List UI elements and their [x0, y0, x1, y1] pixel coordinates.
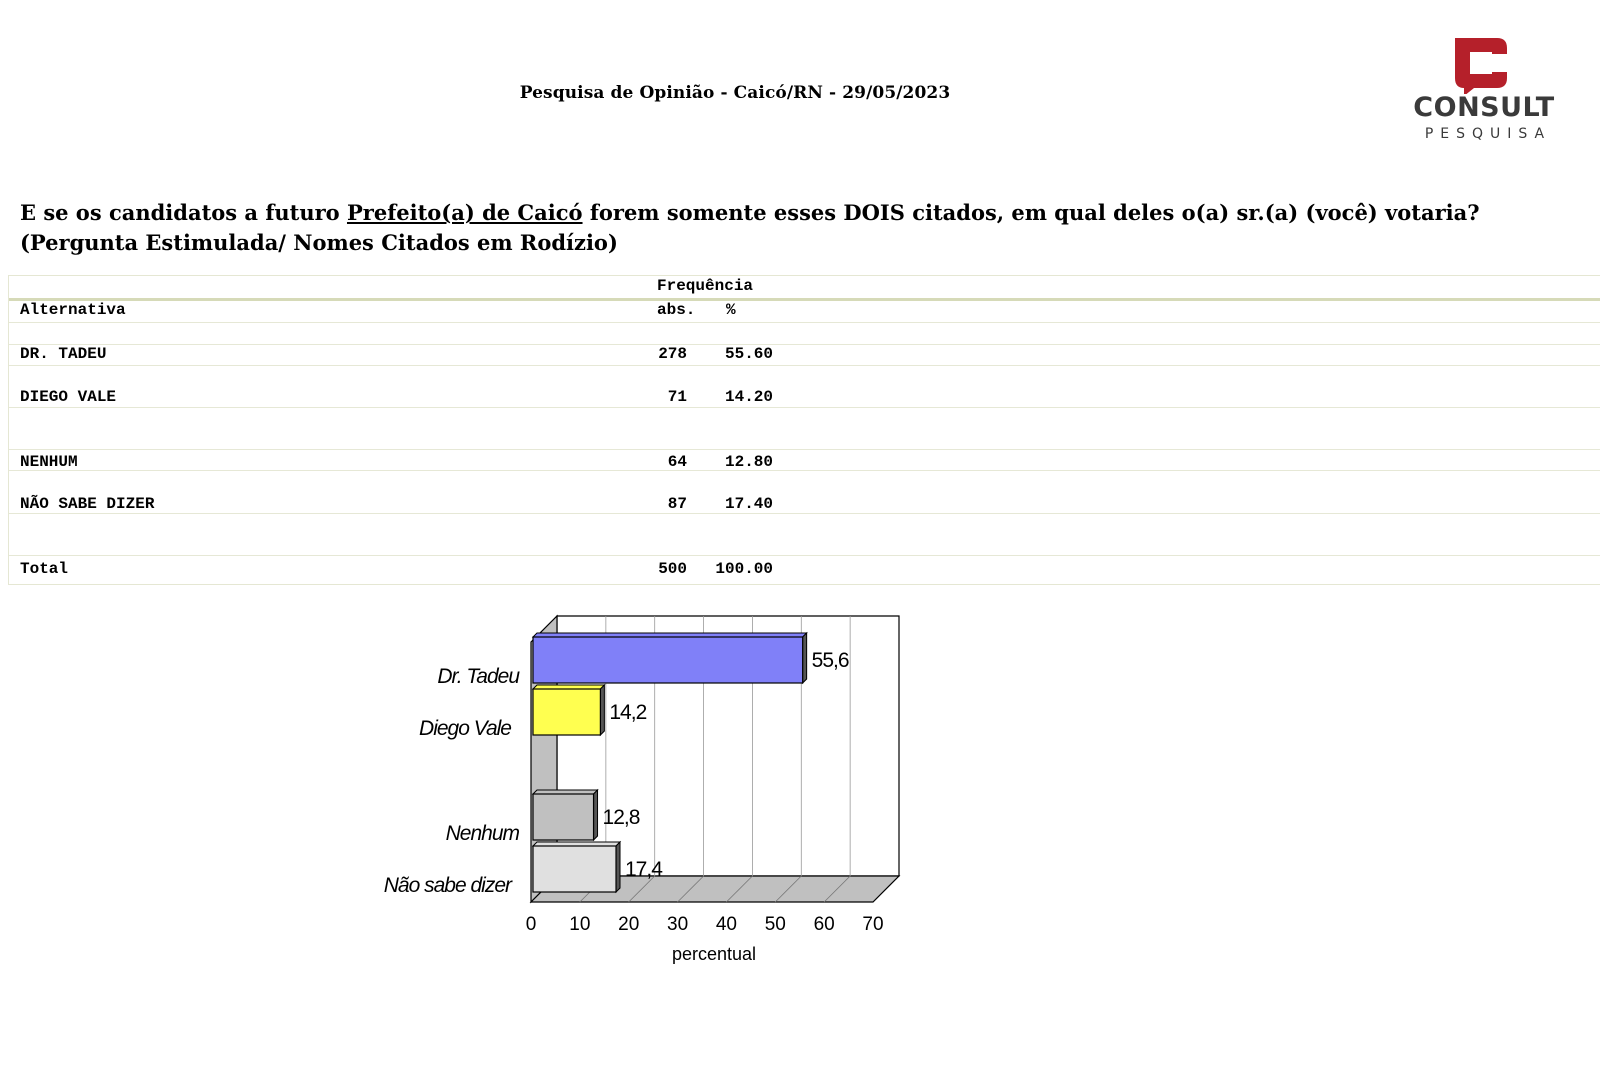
logo-subtitle: PESQUISA — [1424, 126, 1552, 142]
tick-label: 0 — [525, 914, 537, 935]
data-label: 55,6 — [811, 649, 849, 672]
bar-chart — [350, 610, 930, 990]
col-alternativa: Alternativa — [20, 301, 126, 319]
category-label: Nenhum — [445, 822, 519, 845]
data-label: 14,2 — [609, 701, 647, 724]
logo-word: CONSULT — [1413, 92, 1555, 123]
report-title: Pesquisa de Opinião - Caicó/RN - 29/05/2023 — [519, 83, 951, 103]
bar — [533, 637, 803, 683]
row-pct: 17.40 — [724, 495, 773, 513]
tick-label: 20 — [618, 914, 640, 935]
row-label: NÃO SABE DIZER — [20, 495, 155, 513]
category-label: Diego Vale — [419, 717, 511, 740]
row-label: DIEGO VALE — [20, 388, 117, 406]
total-label: Total — [20, 560, 69, 578]
row-label: NENHUM — [20, 453, 78, 471]
frequency-table — [8, 275, 1600, 585]
question-underlined: Prefeito(a) de Caicó — [346, 200, 583, 225]
tick-label: 40 — [715, 914, 737, 935]
row-pct: 55.60 — [724, 345, 773, 363]
tick-label: 60 — [813, 914, 835, 935]
tick-label: 50 — [764, 914, 786, 935]
row-pct: 12.80 — [724, 453, 773, 471]
category-label: Dr. Tadeu — [437, 665, 519, 688]
row-abs: 278 — [658, 345, 687, 363]
bar — [533, 846, 616, 892]
data-label: 17,4 — [625, 858, 662, 881]
category-label: Não sabe dizer — [383, 874, 511, 897]
tick-label: 30 — [667, 914, 689, 935]
data-label: 12,8 — [602, 806, 640, 829]
total-pct: 100.00 — [715, 560, 773, 578]
row-label: DR. TADEU — [20, 345, 107, 363]
question-line-2: (Pergunta Estimulada/ Nomes Citados em Rodízio) — [20, 230, 618, 255]
row-pct: 14.20 — [724, 388, 773, 406]
consult-logo — [1404, 34, 1564, 144]
bar — [533, 794, 594, 840]
freq-header: Frequência — [657, 277, 754, 295]
row-abs: 71 — [667, 388, 687, 406]
total-abs: 500 — [658, 560, 687, 578]
col-pct: % — [726, 301, 736, 319]
row-abs: 87 — [667, 495, 687, 513]
col-abs: abs. — [657, 301, 696, 319]
row-abs: 64 — [667, 453, 687, 471]
tick-label: 70 — [862, 914, 884, 935]
bar — [533, 689, 600, 735]
x-axis-label: percentual — [671, 944, 757, 964]
logo-c-icon — [1404, 34, 1564, 94]
question-line-1: E se os candidatos a futuro Prefeito(a) de Caicó forem somente esses DOIS citados, em qual deles o(a) sr.(a) (você) votaria? — [20, 200, 1480, 225]
tick-label: 10 — [569, 914, 591, 935]
survey-question — [20, 198, 1580, 258]
